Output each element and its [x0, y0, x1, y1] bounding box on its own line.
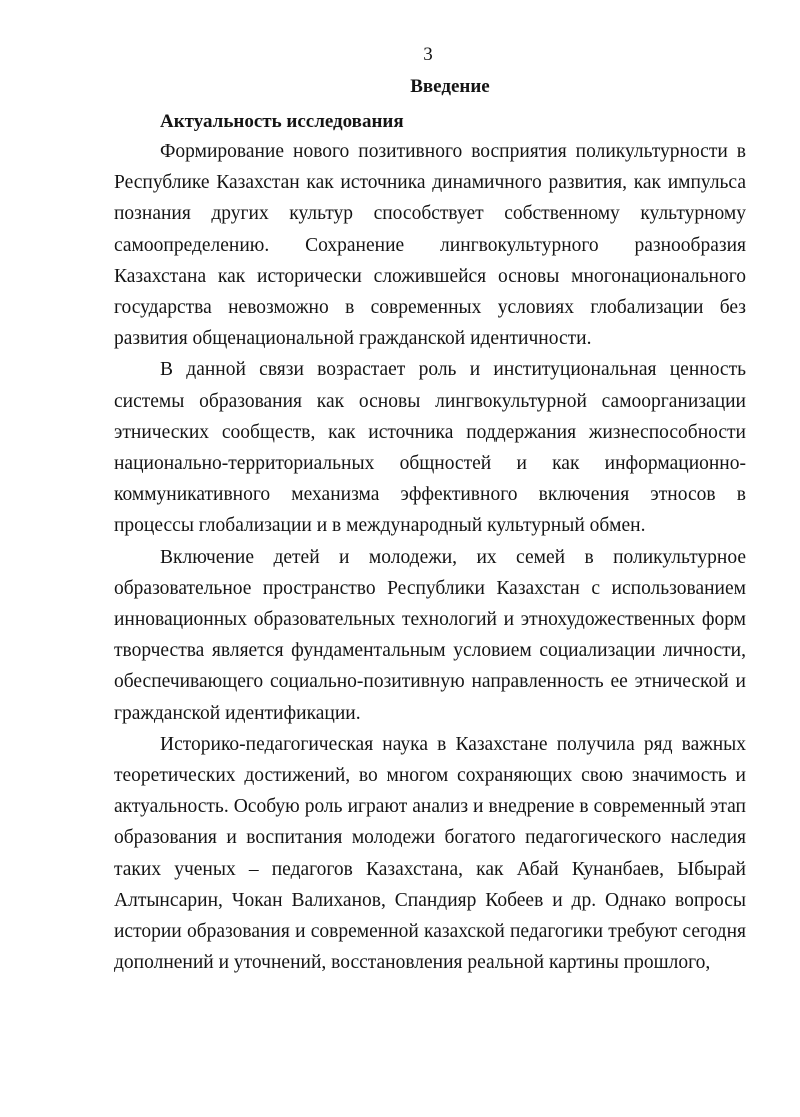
subsection-heading: Актуальность исследования [160, 111, 404, 132]
section-heading: Введение [410, 76, 490, 97]
paragraph: Формирование нового позитивного восприятия поликультурности в Республике Казахстан как источника динамичного развития, как импульса познания других культур способствует собственному культурному самоопределению. Сохранение лингвокультурного разнообразия Казахстана как исторически сложившейся основы многонационального государства невозможно в современных условиях глобализации без развития общенациональной гражданской идентичности. [114, 141, 746, 350]
paragraph: В данной связи возрастает роль и институциональная ценность системы образования как основы лингвокультурной самоорганизации этнических сообществ, как источника поддержания жизнеспособности национально-территориальных общностей и как информационно-коммуникативного механизма эффективного включения этносов в процессы глобализации и в международный культурный обмен. [114, 359, 746, 537]
body-text [114, 136, 746, 978]
paragraph: Включение детей и молодежи, их семей в поликультурное образовательное пространство Республики Казахстан с использованием инновационных образовательных технологий и этнохудожественных форм творчества является фундаментальным условием социализации личности, обеспечивающего социально-позитивную направленность ее этнической и гражданской идентификации. [114, 546, 746, 724]
page-number: 3 [423, 44, 433, 65]
paragraph: Историко-педагогическая наука в Казахстане получила ряд важных теоретических достижений, во многом сохраняющих свою значимость и актуальность. Особую роль играют анализ и внедрение в современный этап образования и воспитания молодежи богатого педагогического наследия таких ученых – педагогов Казахстана, как Абай Кунанбаев, Ыбырай Алтынсарин, Чокан Валиханов, Спандияр Кобеев и др. Однако вопросы истории образования и современной казахской педагогики требуют сегодня дополнений и уточнений, восстановления реальной картины прошлого, [114, 733, 746, 974]
